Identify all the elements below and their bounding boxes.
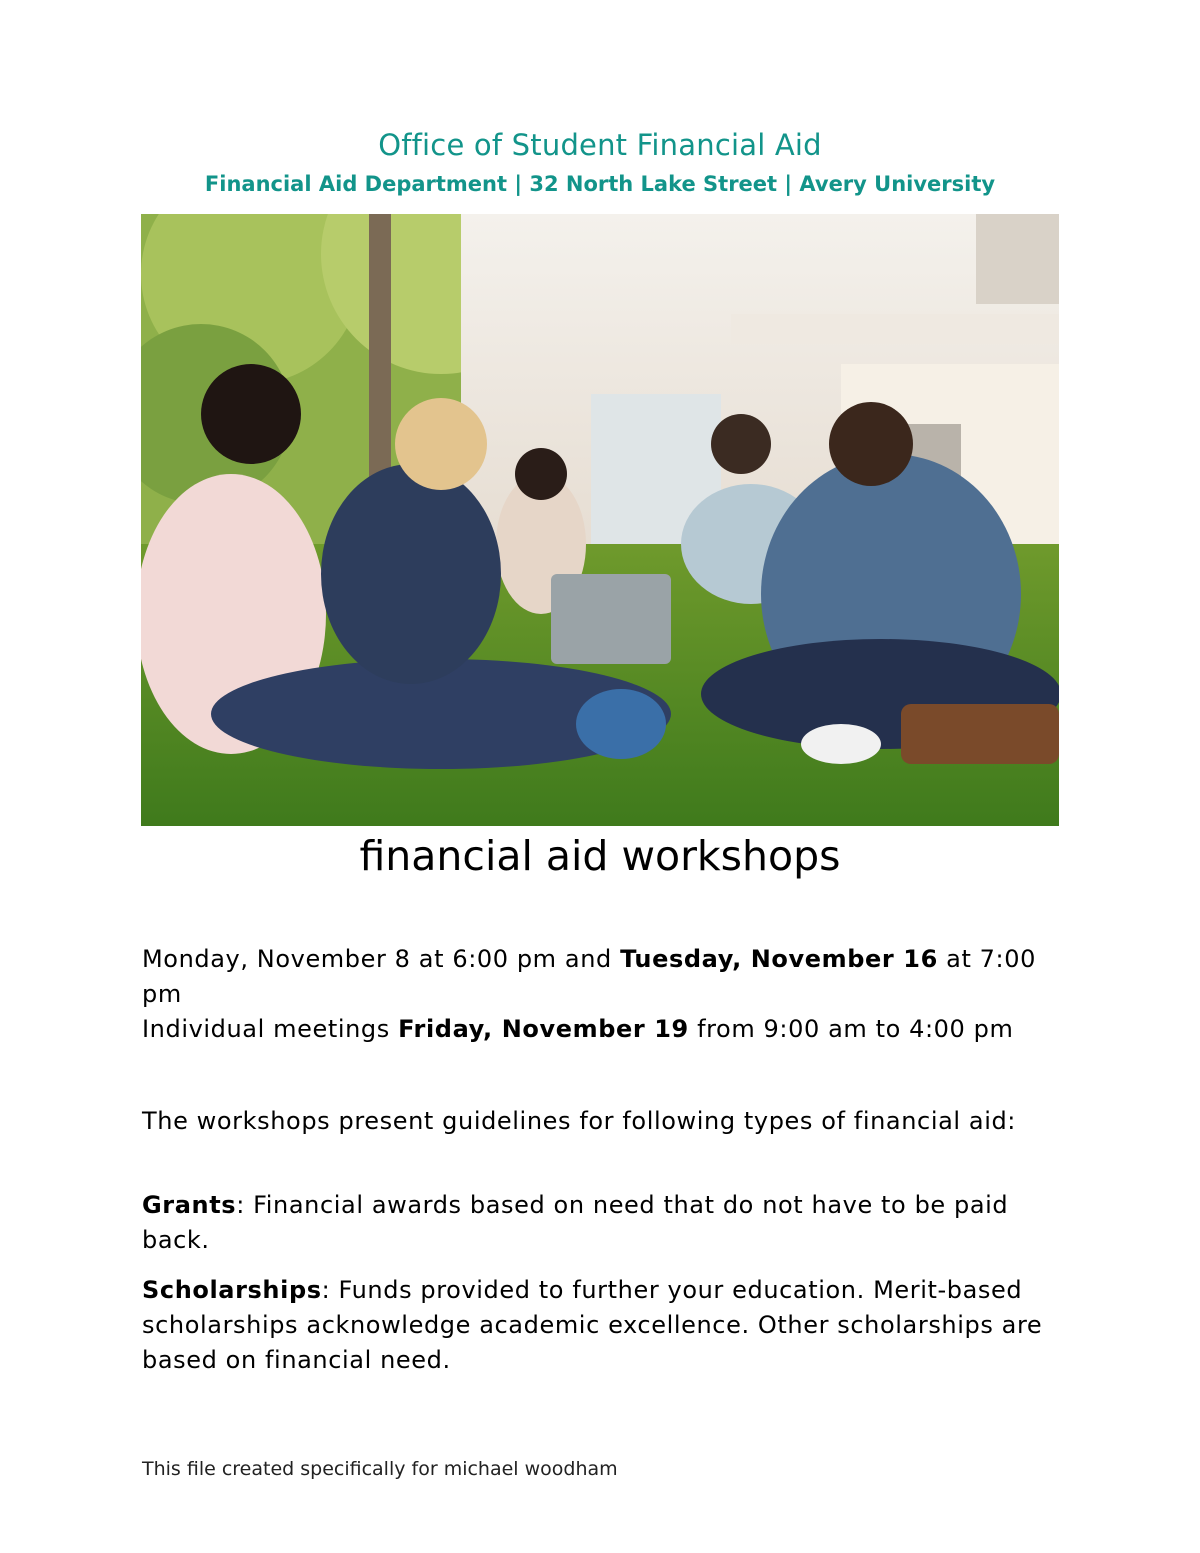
scholarships-term: Scholarships	[142, 1276, 322, 1304]
intro-paragraph: The workshops present guidelines for following types of financial aid:	[142, 1107, 1016, 1135]
schedule-line1-start: Monday, November 8 at 6:00 pm and	[142, 945, 621, 973]
schedule-line-workshops	[142, 942, 1062, 1012]
grants-definition: : Financial awards based on need that do not have to be paid back.	[142, 1191, 1009, 1254]
scholarships-paragraph	[142, 1273, 1062, 1378]
students-photo	[141, 214, 1059, 826]
workshop-schedule	[142, 942, 1062, 1047]
schedule-line2-date: Friday, November 19	[398, 1015, 689, 1043]
grants-paragraph	[142, 1188, 1062, 1258]
office-address: Financial Aid Department | 32 North Lake Street | Avery University	[204, 172, 996, 196]
office-title: Office of Student Financial Aid	[378, 128, 822, 162]
schedule-line1-date: Tuesday, November 16	[620, 945, 938, 973]
schedule-line2-start: Individual meetings	[142, 1015, 399, 1043]
grants-term: Grants	[142, 1191, 237, 1219]
scholarships-definition: : Funds provided to further your education. Merit-based scholarships acknowledge academic excellence. Other scholarships are based on financial need.	[142, 1276, 1043, 1374]
schedule-line-meetings	[142, 1012, 1062, 1047]
schedule-line1-end: at 7:00 pm	[142, 945, 1036, 1008]
workshops-headline: financial aid workshops	[359, 832, 841, 880]
schedule-line2-end: from 9:00 am to 4:00 pm	[688, 1015, 1014, 1043]
footer-note: This file created specifically for michael woodham	[142, 1458, 618, 1480]
